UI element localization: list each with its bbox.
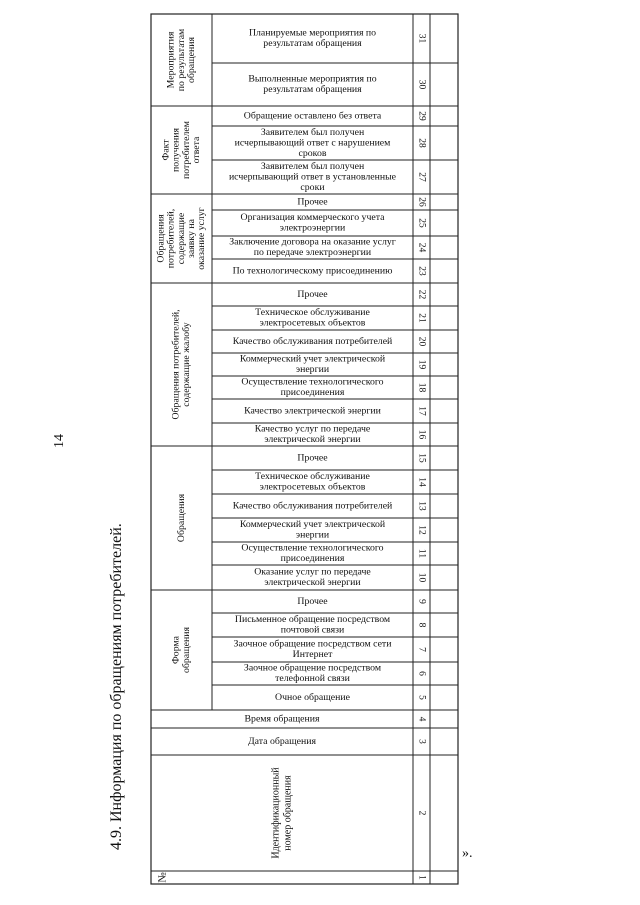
column-number: 23	[416, 266, 427, 276]
group-label-line: содержащие	[175, 212, 187, 265]
column-number: 6	[416, 671, 427, 676]
group-label	[166, 29, 197, 92]
column-label: сроки	[300, 181, 325, 193]
group-label-line: Обращения	[155, 214, 167, 263]
column-label: Заявителем был получен	[260, 160, 365, 172]
column-label: исчерпывающий ответ с нарушением	[234, 137, 391, 149]
group-label-line: Мероприятия	[165, 31, 177, 89]
column-number: 7	[416, 647, 427, 652]
column-label: Заочное обращение посредством	[243, 662, 382, 674]
column-label: Прочее	[297, 595, 328, 607]
column-label: Техническое обслуживание	[255, 307, 370, 318]
column-label: Прочее	[297, 288, 328, 300]
group-label	[171, 627, 192, 674]
column-label: телефонной связи	[275, 673, 350, 684]
column-label: почтовой связи	[280, 624, 345, 636]
column-label: электроэнергии	[279, 222, 346, 234]
column-label: Очное обращение	[275, 691, 350, 703]
group-label	[155, 207, 207, 269]
column-label: Прочее	[297, 196, 328, 208]
column-label: Интернет	[292, 649, 333, 660]
column-label: Прочее	[297, 452, 328, 464]
identifier-header-line: Идентификационный	[270, 767, 282, 859]
column-label: электрической энергии	[264, 577, 361, 588]
column-number: 21	[416, 313, 427, 323]
column-number: 4	[416, 716, 427, 722]
column-number: 18	[416, 382, 427, 393]
column-number: 14	[416, 477, 427, 487]
column-label: Планируемые мероприятия по	[248, 27, 377, 39]
column-label: По технологическому присоединению	[232, 265, 393, 277]
column-number: 20	[416, 336, 427, 347]
column-label: результатам обращения	[263, 84, 362, 95]
column-label: Заочное обращение посредством сети	[233, 638, 392, 650]
column-number: 29	[416, 111, 427, 121]
column-number: 8	[416, 622, 427, 628]
column-number: 5	[416, 695, 427, 700]
column-number: 11	[416, 548, 427, 559]
column-number: 22	[416, 289, 427, 300]
column-label: Осуществление технологического	[241, 376, 384, 388]
column-number: 16	[416, 429, 427, 440]
column-number: 27	[416, 172, 427, 182]
column-label: Оказание услуг по передаче	[254, 566, 371, 578]
column-label: Письменное обращение посредством	[234, 614, 391, 625]
column-label: присоединения	[280, 553, 345, 564]
column-number: 25	[416, 218, 427, 228]
column-label: Осуществление технологического	[241, 542, 384, 554]
group-label-line: Обращения потребителей,	[170, 309, 182, 420]
column-label: Дата обращения	[248, 735, 316, 747]
column-number: 15	[416, 453, 427, 463]
column-label: Коммерческий учет электрической	[239, 519, 386, 530]
group-label-line: потребителем	[180, 121, 192, 179]
column-label: Качество электрической энергии	[244, 405, 381, 417]
group-label	[176, 493, 187, 542]
page-number: 14	[52, 434, 67, 448]
column-number: 19	[416, 359, 427, 370]
column-number: 9	[416, 599, 427, 604]
column-label: Техническое обслуживание	[255, 471, 370, 482]
column-number: 12	[416, 525, 427, 535]
column-label: сроков	[298, 147, 327, 159]
group-label-line: Факт	[160, 139, 172, 161]
group-label-line: обращения	[180, 626, 192, 674]
column-number: 31	[416, 33, 427, 44]
group-label-line: оказание услуг	[196, 207, 208, 270]
identifier-header-line: номер обращения	[282, 775, 294, 851]
group-label	[160, 121, 202, 179]
group-label-line: ответа	[191, 136, 203, 164]
group-label-line: Форма	[170, 636, 182, 664]
column-label: Заключение договора на оказание услуг	[229, 236, 396, 248]
column-label: Выполненные мероприятия по	[248, 73, 377, 85]
group-label-line: Обращения	[175, 493, 187, 543]
column-label: Качество обслуживания потребителей	[232, 335, 393, 347]
column-number: 30	[416, 79, 427, 90]
column-number: 10	[416, 572, 427, 583]
group-label-line: получения	[170, 127, 182, 173]
column-number: 3	[416, 739, 427, 744]
column-number: 24	[416, 242, 427, 253]
column-label: Обращение оставлено без ответа	[243, 110, 382, 122]
column-label: Качество обслуживания потребителей	[232, 500, 393, 512]
group-label-line: обращения	[185, 36, 197, 84]
column-number: 26	[416, 197, 427, 207]
column-label: Качество услуг по передаче	[254, 423, 371, 435]
group-label	[171, 309, 192, 419]
column-label: энергии	[295, 529, 330, 541]
column-label: электрической энергии	[264, 434, 361, 445]
number-header: №	[156, 872, 169, 883]
column-label: Организация коммерческого учета	[240, 212, 385, 223]
column-label: Время обращения	[244, 713, 320, 725]
group-label-line: содержащие жалобу	[180, 322, 192, 407]
column-number: 13	[416, 501, 427, 511]
column-number: 1	[416, 875, 427, 880]
column-label: присоединения	[280, 387, 345, 398]
identifier-header	[270, 767, 293, 859]
column-label: электросетевых объектов	[259, 317, 366, 329]
column-label: Коммерческий учет электрической	[239, 353, 386, 365]
column-number: 28	[416, 138, 427, 148]
column-label: Заявителем был получен	[260, 126, 365, 138]
section-title: 4.9. Информация по обращениям потребителей.	[108, 523, 125, 850]
column-label: энергии	[295, 364, 330, 375]
closing-quote: ».	[462, 846, 473, 861]
column-label: по передаче электроэнергии	[253, 247, 372, 258]
group-label-line: по результатам	[175, 28, 187, 92]
column-number: 17	[416, 406, 427, 416]
column-label: результатам обращения	[263, 38, 362, 49]
column-label: электросетевых объектов	[259, 481, 366, 493]
column-label: исчерпывающий ответ в установленные	[228, 171, 397, 183]
column-number: 2	[416, 810, 427, 816]
group-label-line: заявку на	[185, 219, 197, 258]
group-label-line: потребителей,	[165, 208, 177, 269]
